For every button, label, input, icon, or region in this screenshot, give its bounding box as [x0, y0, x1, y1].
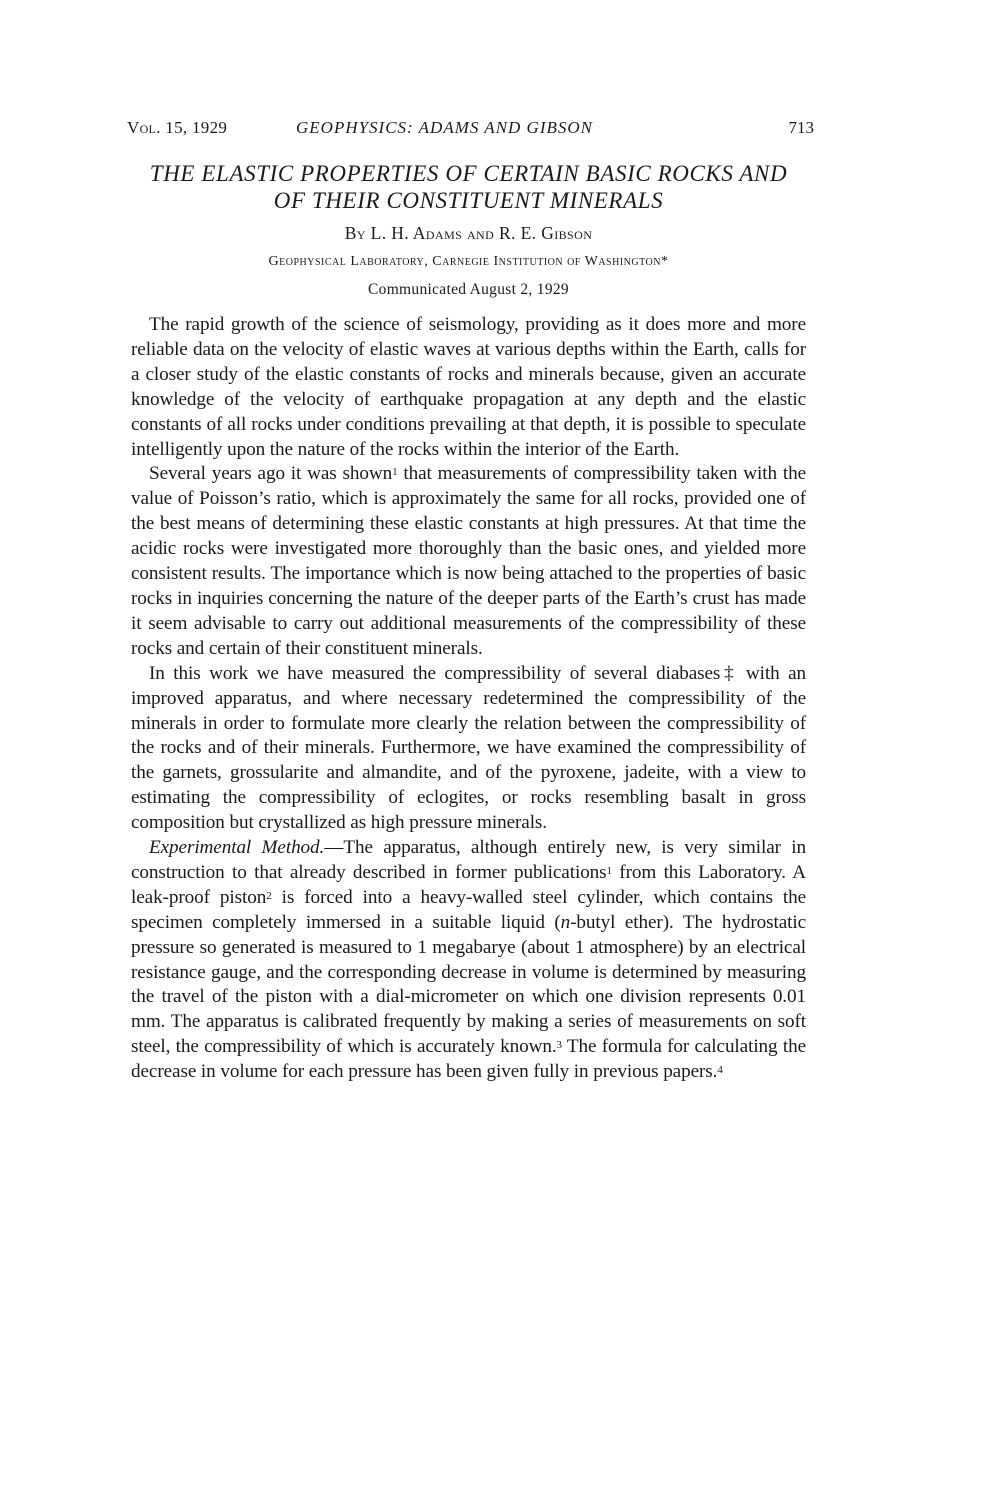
footnote-mark: ‡: [720, 662, 738, 684]
paragraph-2: [131, 462, 806, 661]
paragraph-2-text-a: Several years ago it was shown: [149, 463, 393, 485]
section-heading-experimental-method: Experimental Method.: [149, 837, 325, 859]
article-title: [131, 160, 806, 214]
paragraph-4-text-b: from this Laboratory. A leak-proof piston: [131, 861, 806, 908]
paragraph-1: The rapid growth of the science of seismology, providing as it does more and more reliable data on the velocity of elastic waves at various depths within the Earth, calls for a closer study of the elastic constants of rocks and minerals because, given an accurate knowledge of the velocity of earthquake propagation at any depth and the elastic constants of all rocks under conditions prevailing at that depth, it is possible to speculate intelligently upon the nature of the rocks within the interior of the Earth.: [131, 314, 806, 460]
footnote-ref: 4: [717, 1064, 723, 1077]
author-byline: By L. H. Adams and R. E. Gibson: [344, 223, 593, 243]
paragraph-4-text-a: —The apparatus, although entirely new, is very similar in construction to that already described in former publications: [131, 837, 806, 883]
page-number: 713: [788, 118, 814, 137]
footnote-ref: 1: [392, 466, 398, 479]
volume-label: Vol. 15, 1929: [127, 118, 228, 137]
paragraph-3-text-b: with an improved apparatus, and where necessary redetermined the compressibility of the minerals in order to formulate more clearly the relation between the compressibility of the rocks and of their minerals. Furthermore, we have examined the compressibility of the garnets, grossularite and almandite, and of the pyroxene, jadeite, with a view to estimating the compressibility of eclogites, or rocks resembling basalt in gross composition but crystallized as high pressure minerals.: [131, 662, 806, 834]
communicated-date: Communicated August 2, 1929: [368, 281, 569, 298]
running-title: GEOPHYSICS: ADAMS AND GIBSON: [296, 118, 593, 137]
running-header: [127, 118, 814, 144]
paragraph-4-text-d: -butyl ether). The hydrostatic pressure so generated is measured to 1 megabarye (about 1 atmosphere) by an electrical resistance gauge, and the corresponding decrease in volume is determined by measuring the travel of the piston with a dial-micrometer on which one division represents 0.01 mm. The apparatus is calibrated frequently by making a series of measurements on soft steel, the compressibility of which is accurately known.: [131, 911, 806, 1058]
italic-n: n: [560, 911, 571, 933]
paragraph-4-text-c: is forced into a heavy-walled steel cylinder, which contains the specimen completely immersed in a suitable liquid (: [131, 886, 807, 933]
author-affiliation: Geophysical Laboratory, Carnegie Institution of Washington*: [268, 254, 669, 269]
title-line-2: OF THEIR CONSTITUENT MINERALS: [273, 188, 664, 213]
paragraph-2-text-b: that measurements of compressibility taken with the value of Poisson’s ratio, which is approximately the same for all rocks, provided one of the best means of determining these elastic constants at high pressures. At that time the acidic rocks were investigated more thoroughly than the basic ones, and yielded more consistent results. The importance which is now being attached to the properties of basic rocks in inquiries concerning the nature of the deeper parts of the Earth’s crust has made it seem advisable to carry out additional measurements of the compressibility of these rocks and certain of their constituent minerals.: [131, 463, 807, 659]
title-line-1: THE ELASTIC PROPERTIES OF CERTAIN BASIC ROCKS AND: [149, 161, 788, 186]
paragraph-4: [131, 836, 806, 1085]
journal-page: [127, 118, 814, 1085]
article-body: [131, 313, 806, 1085]
paragraph-3: [131, 662, 806, 836]
footnote-ref: 1: [606, 864, 612, 877]
footnote-ref: 3: [556, 1039, 562, 1052]
paragraph-3-text-a: In this work we have measured the compressibility of several diabases: [149, 662, 721, 684]
footnote-ref: 2: [266, 889, 272, 902]
paragraph-4-text-e: The formula for calculating the decrease in volume for each pressure has been given fully in previous papers.: [131, 1036, 806, 1083]
